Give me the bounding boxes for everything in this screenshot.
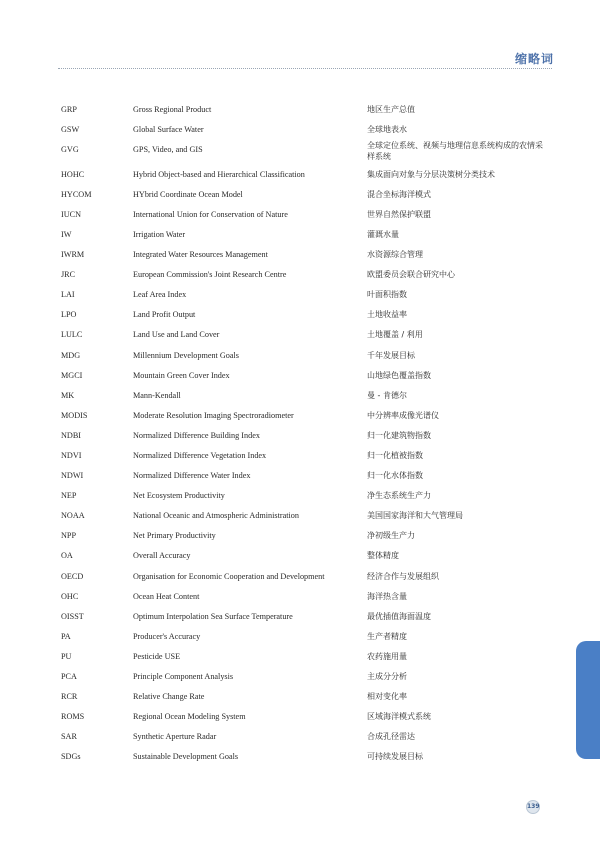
abbreviation-full-name: Principle Component Analysis [133,672,234,682]
abbreviation-full-name: Millennium Development Goals [133,350,239,360]
abbreviation-full-name: Normalized Difference Water Index [133,471,251,481]
abbreviation-chinese-name: 混合坐标海洋模式 [367,189,431,199]
abbreviation-full-name: Normalized Difference Vegetation Index [133,451,267,460]
abbreviation-term: OHC [61,591,79,601]
abbreviation-row [61,166,551,186]
abbreviation-chinese-name: 最优插值海面温度 [367,611,431,621]
abbreviation-full-name: Regional Ocean Modeling System [133,712,246,722]
abbreviation-chinese-name: 叶面积指数 [367,290,407,300]
abbreviation-row [61,608,551,628]
abbreviation-chinese-name: 净初级生产力 [367,531,415,541]
abbreviation-row [61,266,551,286]
abbreviation-term: LPO [61,310,77,320]
abbreviation-full-name: Pesticide USE [133,651,181,661]
abbreviation-full-name: Mann-Kendall [133,390,181,400]
abbreviation-chinese-name: 合成孔径雷达 [367,732,415,742]
abbreviation-row [61,427,551,447]
abbreviation-row [61,467,551,487]
abbreviation-chinese-name: 水资源综合管理 [367,250,423,260]
abbreviation-term: GVG [61,145,79,155]
abbreviation-full-name: International Union for Conservation of Nature [133,209,288,219]
abbreviation-chinese-name: 全球地表水 [367,125,407,135]
abbreviation-full-name: European Commission's Joint Research Centre [133,270,287,280]
abbreviation-full-name: HYbrid Coordinate Ocean Model [133,189,243,199]
abbreviation-row [61,507,551,527]
abbreviation-chinese-name: 可持续发展目标 [367,752,423,762]
abbreviation-row [61,347,551,367]
abbreviation-row [61,487,551,507]
abbreviation-term: PCA [61,672,77,682]
abbreviation-term: IUCN [61,209,82,219]
abbreviation-full-name: Organisation for Economic Cooperation and Development [133,571,325,581]
abbreviation-term: IW [61,229,72,239]
page-header-title: 缩略词 [514,52,554,66]
abbreviation-chinese-name: 欧盟委员会联合研究中心 [367,270,455,280]
abbreviation-term: HOHC [61,169,85,179]
abbreviation-chinese-name: 相对变化率 [367,692,407,702]
abbreviation-row [61,206,551,226]
abbreviation-term: OECD [61,571,84,581]
abbreviation-full-name: Mountain Green Cover Index [133,370,230,380]
abbreviation-chinese-name: 土地覆盖 / 利用 [367,330,423,340]
abbreviation-term: MDG [61,350,81,360]
abbreviation-term: MK [61,390,75,400]
abbreviation-term: OA [61,551,73,561]
abbreviation-row [61,286,551,306]
abbreviation-chinese-name: 区域海洋模式系统 [367,712,431,722]
abbreviation-full-name: Irrigation Water [133,229,186,239]
abbreviation-chinese-name: 归一化建筑物指数 [367,430,431,440]
abbreviation-term: NDBI [61,430,82,440]
abbreviation-full-name: Global Surface Water [133,125,204,135]
abbreviation-full-name: Optimum Interpolation Sea Surface Temperature [133,611,293,621]
abbreviation-chinese-name: 净生态系统生产力 [367,491,431,501]
abbreviation-row [61,387,551,407]
abbreviation-row [61,708,551,728]
abbreviation-chinese-name: 农药施用量 [367,651,407,661]
abbreviation-chinese-name: 土地收益率 [367,310,407,320]
header-divider [58,68,552,69]
abbreviation-chinese-name: 整体精度 [367,551,399,561]
abbreviation-chinese-name: 经济合作与发展组织 [367,571,439,581]
abbreviation-term: NEP [61,491,77,501]
abbreviation-row [61,246,551,266]
section-tab [576,641,600,759]
abbreviation-chinese-name: 美国国家海洋和大气管理局 [367,511,463,521]
abbreviation-row [61,407,551,427]
abbreviation-row [61,748,551,768]
abbreviation-row [61,628,551,648]
abbreviation-chinese-name: 山地绿色覆盖指数 [367,370,431,380]
abbreviation-term: HYCOM [61,189,92,199]
abbreviation-term: NPP [61,531,77,541]
abbreviation-term: IWRM [61,250,85,260]
abbreviation-full-name: Leaf Area Index [133,290,187,300]
abbreviation-term: NDVI [61,451,82,460]
abbreviation-row [61,101,551,121]
abbreviation-row [61,326,551,346]
abbreviation-term: SAR [61,732,77,742]
abbreviation-full-name: Overall Accuracy [133,551,191,561]
abbreviation-row [61,668,551,688]
abbreviation-row [61,648,551,668]
abbreviation-row [61,141,551,166]
abbreviation-chinese-name: 千年发展目标 [367,350,415,360]
abbreviation-term: MODIS [61,410,88,420]
abbreviation-term: JRC [61,270,76,280]
abbreviation-chinese-name: 生产者精度 [367,631,407,641]
abbreviation-full-name: Synthetic Aperture Radar [133,732,217,742]
abbreviation-term: PU [61,651,72,661]
abbreviation-chinese-name: 曼 - 肯德尔 [367,390,407,400]
abbreviation-full-name: Land Profit Output [133,310,196,320]
abbreviation-full-name: Normalized Difference Building Index [133,430,260,440]
abbreviation-chinese-name: 灌溉水量 [367,229,399,239]
abbreviation-chinese-name: 海洋热含量 [367,591,407,601]
abbreviation-row [61,568,551,588]
abbreviation-full-name: Net Ecosystem Productivity [133,491,225,501]
abbreviation-full-name: Land Use and Land Cover [133,330,220,340]
abbreviation-term: ROMS [61,712,85,722]
abbreviation-term: RCR [61,692,78,702]
abbreviation-chinese-name: 全球定位系统、视频与地理信息系统构成的农情采样系统 [367,141,543,161]
abbreviation-chinese-name: 集成面向对象与分层决策树分类技术 [367,169,495,179]
abbreviation-row [61,367,551,387]
abbreviation-full-name: Integrated Water Resources Management [133,250,268,260]
abbreviation-row [61,447,551,467]
abbreviation-chinese-name: 世界自然保护联盟 [367,209,431,219]
abbreviation-list [61,101,551,769]
abbreviation-term: NDWI [61,471,84,481]
abbreviation-term: GRP [61,105,77,114]
abbreviation-term: LULC [61,330,83,340]
abbreviation-row [61,688,551,708]
abbreviation-term: NOAA [61,511,85,521]
abbreviation-chinese-name: 地区生产总值 [367,105,415,114]
abbreviation-chinese-name: 归一化植被指数 [367,451,423,460]
abbreviation-row [61,306,551,326]
abbreviation-full-name: Hybrid Object-based and Hierarchical Classification [133,169,305,179]
abbreviation-row [61,186,551,206]
abbreviation-row [61,527,551,547]
abbreviation-term: OISST [61,611,84,621]
abbreviation-full-name: Relative Change Rate [133,692,205,702]
abbreviation-full-name: Ocean Heat Content [133,591,200,601]
abbreviation-term: MGCI [61,370,83,380]
page-number: 139 [526,800,540,814]
abbreviation-full-name: Sustainable Development Goals [133,752,239,762]
abbreviation-full-name: Gross Regional Product [133,105,212,114]
abbreviation-row [61,728,551,748]
abbreviation-row [61,588,551,608]
abbreviation-chinese-name: 归一化水体指数 [367,471,423,481]
abbreviation-row [61,121,551,141]
abbreviation-row [61,226,551,246]
abbreviation-full-name: Net Primary Productivity [133,531,216,541]
abbreviation-term: PA [61,631,71,641]
abbreviation-chinese-name: 主成分分析 [367,672,407,682]
abbreviation-term: LAI [61,290,75,300]
abbreviation-full-name: GPS, Video, and GIS [133,145,203,155]
abbreviation-row [61,547,551,567]
abbreviation-chinese-name: 中分辨率成像光谱仪 [367,410,439,420]
abbreviation-term: SDGs [61,752,81,762]
abbreviation-full-name: Producer's Accuracy [133,631,201,641]
abbreviation-full-name: National Oceanic and Atmospheric Administration [133,511,299,521]
abbreviation-term: GSW [61,125,80,135]
abbreviation-full-name: Moderate Resolution Imaging Spectroradiometer [133,410,294,420]
